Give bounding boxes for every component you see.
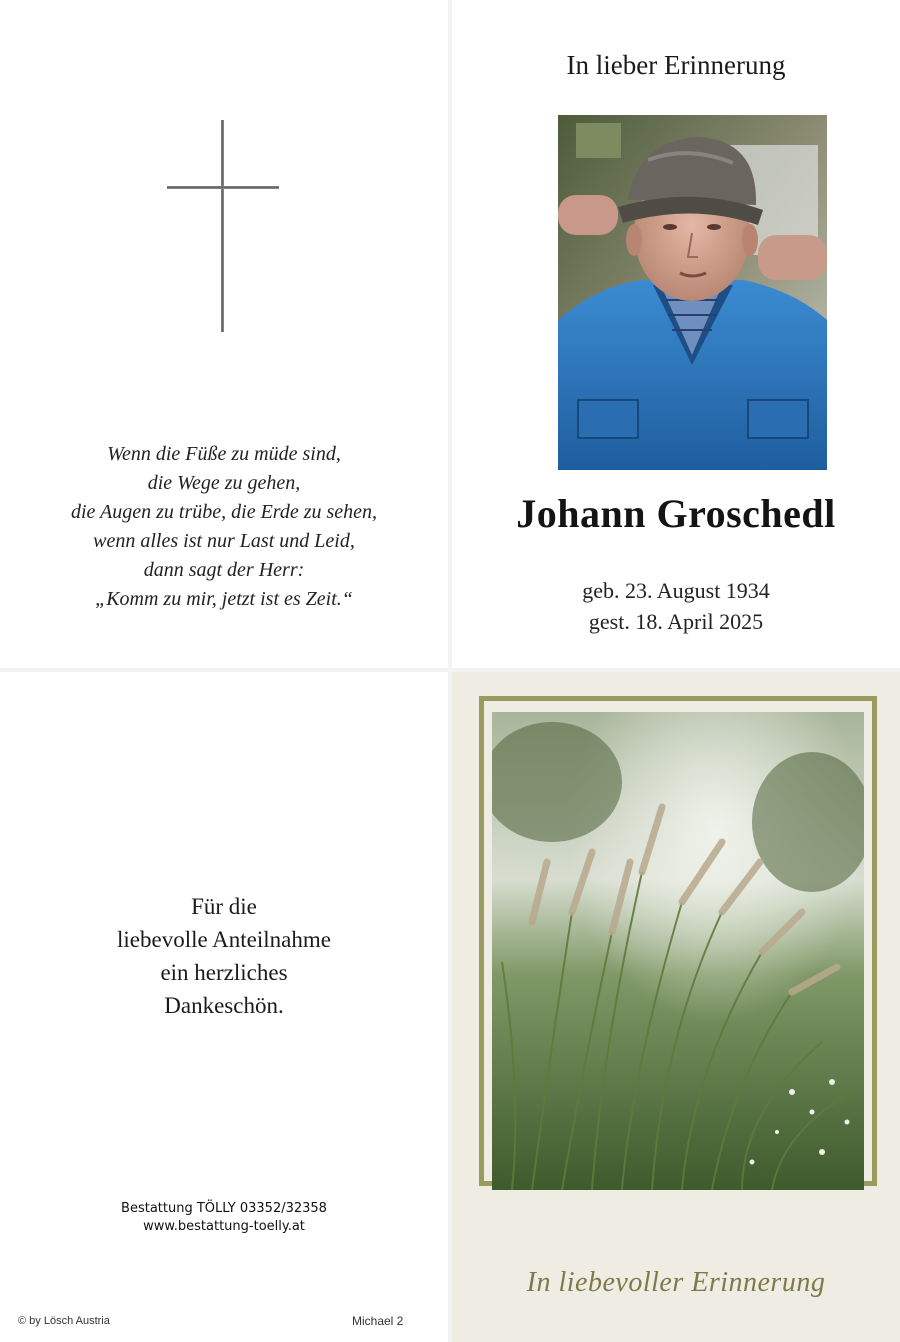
thanks-line: Für die [191, 894, 257, 919]
closing-remembrance: In liebevoller Erinnerung [526, 1267, 826, 1298]
card-panel-cover [452, 672, 900, 1342]
card-panel-deceased [452, 0, 900, 668]
thanks-line: liebevolle Anteilnahme [117, 927, 331, 952]
poem-line: die Wege zu gehen, [147, 472, 301, 494]
death-date: gest. 18. April 2025 [588, 609, 764, 634]
design-code: Michael 2 [352, 1314, 404, 1328]
birth-date: geb. 23. August 1934 [582, 578, 770, 603]
funeral-home-website[interactable]: www.bestattung-toelly.at [143, 1219, 305, 1234]
thanks-line: Dankeschön. [164, 993, 284, 1018]
memorial-heading: In lieber Erinnerung [566, 50, 786, 80]
poem-line: „Komm zu mir, jetzt ist es Zeit.“ [95, 588, 353, 610]
poem-line: wenn alles ist nur Last und Leid, [93, 530, 355, 552]
cross-icon [221, 120, 224, 332]
portrait-illustration [558, 115, 827, 470]
grass-illustration [492, 712, 864, 1190]
poem-line: Wenn die Füße zu müde sind, [107, 443, 341, 465]
card-panel-poem [0, 0, 448, 668]
funeral-home-info [0, 1200, 448, 1236]
thanks-message [0, 890, 448, 1022]
copyright-note: © by Lösch Austria [18, 1315, 110, 1327]
life-dates [452, 575, 900, 637]
poem-line: die Augen zu trübe, die Erde zu sehen, [70, 501, 378, 523]
grass-photo [492, 712, 864, 1190]
poem-line: dann sagt der Herr: [143, 559, 305, 581]
cross-icon-bar [167, 186, 279, 189]
poem [0, 440, 448, 614]
funeral-home-name: Bestattung TÖLLY 03352/32358 [121, 1201, 327, 1216]
thanks-line: ein herzliches [160, 960, 288, 985]
portrait-photo [558, 115, 827, 470]
deceased-name: Johann Groschedl [516, 491, 836, 536]
